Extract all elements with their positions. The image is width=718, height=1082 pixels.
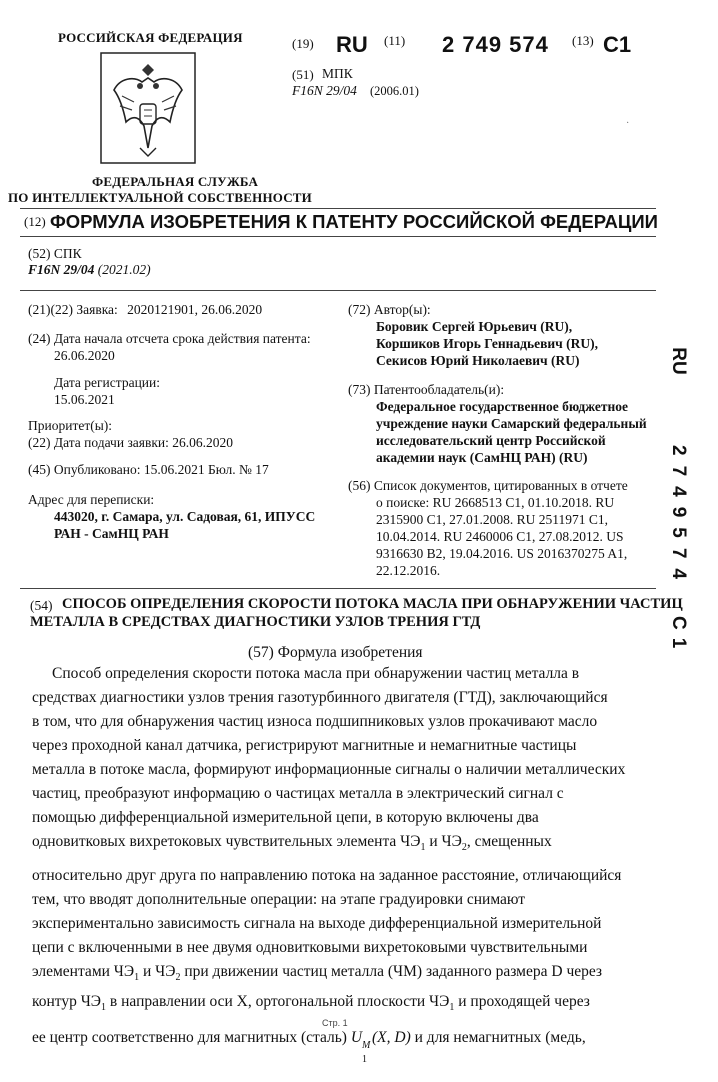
invention-title-line1: СПОСОБ ОПРЕДЕЛЕНИЯ СКОРОСТИ ПОТОКА МАСЛА ПРИ ОБНАРУЖЕНИИ ЧАСТИЦ	[62, 596, 683, 612]
sub-index-1b: 1	[134, 972, 140, 984]
sub-index-2b: 2	[175, 972, 181, 984]
registration-label: Дата регистрации:	[54, 375, 161, 390]
owner-line1: Федеральное государственное бюджетное	[376, 399, 629, 414]
formula-body	[32, 662, 652, 1066]
service-name-line1: ФЕДЕРАЛЬНАЯ СЛУЖБА	[92, 174, 259, 189]
coat-of-arms-emblem	[100, 52, 196, 164]
priority-label: Приоритет(ы):	[28, 418, 113, 433]
formula-line-5: металла в потоке масла, формируют информационные сигналы о наличии металлических	[32, 761, 626, 778]
formula-line-14	[32, 990, 652, 1020]
mpk-label: МПК	[322, 66, 353, 81]
formula-line-8-mid: и ЧЭ	[425, 833, 462, 850]
divider-top	[20, 208, 656, 209]
reference-line1: о поиске: RU 2668513 C1, 01.10.2018. RU	[376, 495, 615, 510]
code-12: (12)	[24, 214, 46, 229]
reference-line3: 10.04.2014. RU 2460006 C1, 27.08.2012. US	[376, 529, 624, 544]
owner-label: (73) Патентообладатель(и):	[348, 382, 505, 397]
formula-line-13	[32, 960, 652, 990]
code-11: (11)	[384, 33, 406, 48]
formula-line-7: помощью дифференциальной измерительной цепи, в которую включены два	[32, 809, 539, 826]
side-kind-code: C1	[668, 616, 689, 657]
author-1: Боровик Сергей Юрьевич (RU),	[376, 319, 573, 334]
page-number: Стр. 1	[322, 1018, 348, 1028]
reference-line2: 2315900 C1, 27.01.2008. RU 2511971 C1,	[376, 512, 609, 527]
formula-line-8	[32, 830, 652, 860]
side-country-code: RU	[668, 347, 689, 375]
formula-symbol-u: U	[350, 1029, 363, 1047]
formula-line-15-start: ее центр соответственно для магнитных (сталь)	[32, 1029, 347, 1047]
formula-line-8-end: , смещенных	[466, 833, 552, 850]
sub-index-1c: 1	[101, 1002, 107, 1014]
formula-heading: (57) Формула изобретения	[248, 644, 423, 661]
formula-line-8-start: одновитковых вихретоковых чувствительных элемента ЧЭ	[32, 833, 421, 850]
formula-line-13-start: элементами ЧЭ	[32, 963, 135, 981]
term-start-label: (24) Дата начала отсчета срока действия патента:	[28, 331, 311, 346]
divider-spk	[20, 290, 656, 291]
formula-symbol-args: (X, D)	[372, 1029, 411, 1047]
spk-label: (52) СПК	[28, 246, 82, 261]
owner-line3: исследовательский центр Российской	[376, 433, 606, 448]
scan-speck: ·	[626, 118, 630, 129]
references-label: (56) Список документов, цитированных в отчете	[348, 478, 628, 493]
formula-line-2: средствах диагностики узлов трения газотурбинного двигателя (ГТД), заключающийся	[32, 689, 608, 706]
formula-line-14-start: контур ЧЭ	[32, 993, 102, 1011]
formula-sup-m: M	[362, 1040, 371, 1052]
divider-biblio	[20, 588, 656, 589]
publication-label: (45) Опубликовано:	[28, 462, 141, 477]
sub-index-1: 1	[420, 842, 426, 854]
owner-line4: академии наук (СамНЦ РАН) (RU)	[376, 450, 588, 465]
mpk-class: F16N 29/04	[292, 83, 357, 98]
formula-sub-1: 1	[362, 1054, 368, 1066]
formula-line-13-mid: и ЧЭ	[139, 963, 176, 981]
invention-title-line2: МЕТАЛЛА В СРЕДСТВАХ ДИАГНОСТИКИ УЗЛОВ ТРЕНИЯ ГТД	[30, 614, 481, 630]
formula-line-1: Способ определения скорости потока масла при обнаружении частиц металла в	[52, 665, 580, 682]
address-line2: РАН - СамНЦ РАН	[54, 526, 169, 541]
formula-line-3: в том, что для обнаружения частиц износа подшипниковых узлов прокачивают масло	[32, 713, 598, 730]
formula-line-9: относительно друг друга по направлению потока на заданное расстояние, отличающийся	[32, 867, 622, 885]
spk-class-code: F16N 29/04	[28, 262, 95, 277]
filing-date-value: 26.06.2020	[172, 435, 234, 450]
spk-class	[28, 262, 151, 278]
sub-index-2: 2	[461, 842, 467, 854]
sub-index-1d: 1	[449, 1002, 455, 1014]
address-line1: 443020, г. Самара, ул. Садовая, 61, ИПУСС	[54, 509, 316, 524]
kind-code: C1	[603, 32, 632, 57]
reference-line5: 22.12.2016.	[376, 563, 441, 578]
application-label: (21)(22) Заявка:	[28, 302, 118, 317]
formula-line-15-end: и для немагнитных (медь,	[410, 1029, 586, 1047]
formula-line-4: через проходной канал датчика, регистрируют магнитные и немагнитные частицы	[32, 737, 577, 754]
code-51: (51)	[292, 67, 314, 82]
filing-date-field	[28, 435, 233, 451]
spk-class-year: (2021.02)	[97, 262, 151, 277]
publication-field	[28, 462, 269, 478]
code-54: (54)	[30, 598, 53, 613]
mpk-year: (2006.01)	[370, 84, 419, 98]
formula-line-14-mid: в направлении оси X, ортогональной плоскости ЧЭ	[106, 993, 450, 1011]
author-3: Секисов Юрий Николаевич (RU)	[376, 353, 580, 368]
owner-line2: учреждение науки Самарский федеральный	[376, 416, 647, 431]
author-2: Коршиков Игорь Геннадьевич (RU),	[376, 336, 599, 351]
reference-line4: 9316630 B2, 19.04.2016. US 2016370275 A1,	[376, 546, 628, 561]
country-name: РОССИЙСКАЯ ФЕДЕРАЦИЯ	[58, 30, 243, 45]
divider-title	[20, 236, 656, 237]
authors-label: (72) Автор(ы):	[348, 302, 431, 317]
application-field	[28, 302, 262, 318]
formula-line-13-end: при движении частиц металла (ЧМ) заданного размера D через	[180, 963, 603, 981]
formula-line-15	[32, 1026, 652, 1066]
service-name-line2: ПО ИНТЕЛЛЕКТУАЛЬНОЙ СОБСТВЕННОСТИ	[8, 190, 312, 205]
document-title: ФОРМУЛА ИЗОБРЕТЕНИЯ К ПАТЕНТУ РОССИЙСКОЙ ФЕДЕРАЦИИ	[50, 211, 658, 232]
formula-line-14-end: и проходящей через	[454, 993, 590, 1011]
patent-number: 2 749 574	[442, 32, 549, 57]
country-code: RU	[336, 32, 368, 57]
side-patent-number: 2749574	[668, 445, 689, 589]
publication-value: 15.06.2021 Бюл. № 17	[143, 462, 269, 477]
formula-line-11: экспериментально зависимость сигнала на выходе дифференциальной измерительной	[32, 915, 602, 933]
formula-line-10: тем, что вводят дополнительные операции: на этапе градуировки снимают	[32, 891, 526, 909]
filing-date-label: (22) Дата подачи заявки:	[28, 435, 169, 450]
formula-line-12: цепи с включенными в нее двумя одновитковыми вихретоковыми чувствительными	[32, 939, 588, 957]
registration-value: 15.06.2021	[54, 392, 115, 407]
address-label: Адрес для переписки:	[28, 492, 155, 507]
term-start-value: 26.06.2020	[54, 348, 115, 363]
code-13: (13)	[572, 33, 594, 48]
code-19: (19)	[292, 36, 314, 51]
application-value: 2020121901, 26.06.2020	[127, 302, 263, 317]
formula-line-6: частиц, преобразуют информацию о частицах металла в электрический сигнал с	[32, 785, 564, 802]
